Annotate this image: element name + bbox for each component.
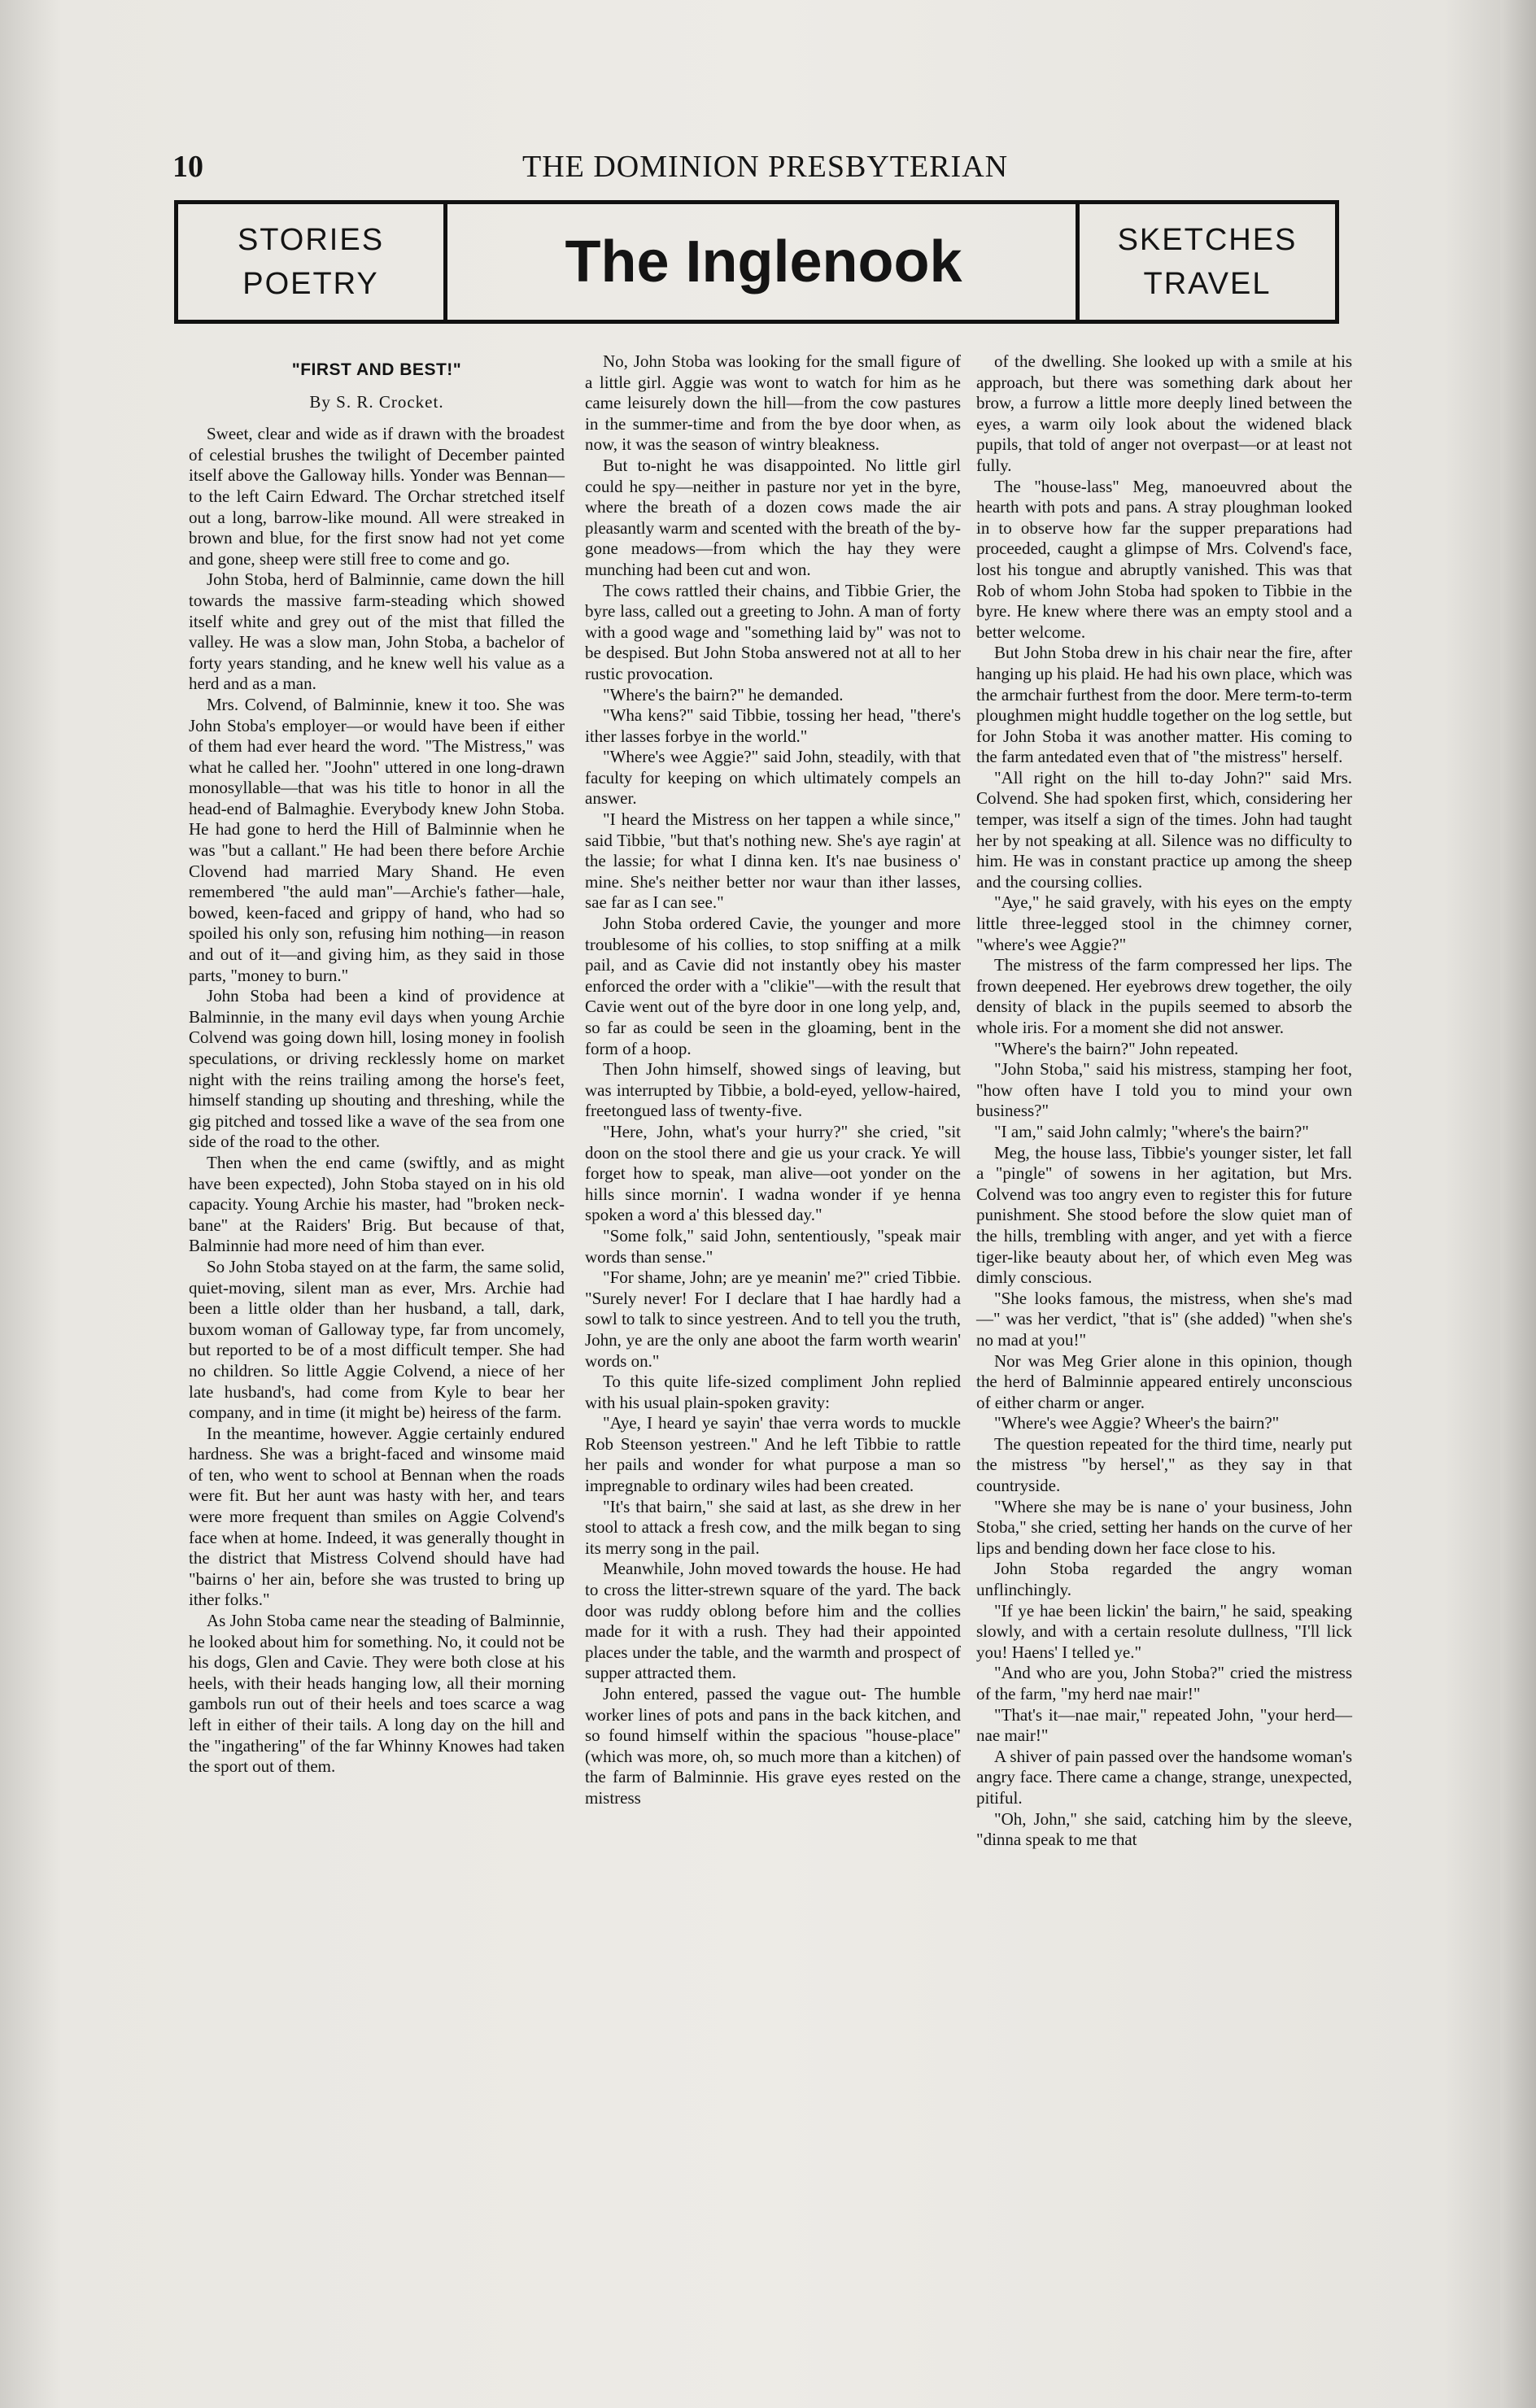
paragraph: Meg, the house lass, Tibbie's younger sister, let fall a "pingle" of sowens in her agitation, but Mrs. Colvend was too angry even to register this for future punishment. She stood before the slow quiet man of the hills, trembling with anger, and yet with a fierce tiger-like beauty about her, of which even Meg was dimly conscious. bbox=[976, 1142, 1352, 1288]
paragraph: Then John himself, showed sings of leaving, but was interrupted by Tibbie, a bold-eyed, yellow-haired, freetongued lass of twenty-five. bbox=[585, 1059, 961, 1121]
banner-left-box bbox=[178, 204, 447, 320]
paragraph: John Stoba regarded the angry woman unflinchingly. bbox=[976, 1559, 1352, 1600]
paragraph: John Stoba ordered Cavie, the younger and more troublesome of his collies, to stop sniffing at a milk pail, and as Cavie did not instantly obey his master enforced the order with a "clikie"—with the result that Cavie went out of the byre door in one long yelp, and, so far as could be seen in the gloaming, bent in the form of a hoop. bbox=[585, 914, 961, 1058]
paragraph: Mrs. Colvend, of Balminnie, knew it too. She was John Stoba's employer—or would have been if either of them had ever heard the word. "The Mistress," was what he called her. "Joohn" uttered in one long-drawn monosyllable—that was his title to honor in all the head-end of Balmaghie. Everybody knew John Stoba. He had gone to herd the Hill of Balminnie when he was "but a callant." He had been there before Archie Clovend had married Mary Shand. He even remembered "the auld man"—Archie's father—hale, bowed, keen-faced and grippy of hand, who had so spoiled his only son, refusing him nothing—in reason and out of it—and giving him, as they said in those parts, "money to burn." bbox=[189, 694, 565, 985]
section-banner bbox=[174, 200, 1339, 324]
paragraph: "Where's the bairn?" he demanded. bbox=[603, 684, 844, 705]
paragraph: But to-night he was disappointed. No little girl could he spy—neither in pasture nor yet in the byre, where the breath of a dozen cows made the air pleasantly warm and scented with the breath of the by-gone meadows—from which the hay they were munching had been cut and won. bbox=[585, 455, 961, 579]
paragraph: "Wha kens?" said Tibbie, tossing her head, "there's ither lasses forbye in the world." bbox=[585, 705, 961, 746]
paragraph: "Where's wee Aggie?" said John, steadily, with that faculty for keeping on which ultimately compels an answer. bbox=[585, 747, 961, 809]
paragraph: "That's it—nae mair," repeated John, "your herd—nae mair!" bbox=[976, 1704, 1352, 1746]
paragraph: Sweet, clear and wide as if drawn with the broadest of celestial brushes the twilight of December painted itself above the Galloway hills. Yonder was Bennan—to the left Cairn Edward. The Orchar stretched itself out a long, barrow-like mound. All were streaked in brown and blue, for the first snow had not yet come and gone, sheep were still free to come and go. bbox=[189, 424, 565, 569]
paragraph: A shiver of pain passed over the handsome woman's angry face. There came a change, strange, unexpected, pitiful. bbox=[976, 1746, 1352, 1808]
paragraph: "John Stoba," said his mistress, stamping her foot, "how often have I told you to mind your own business?" bbox=[976, 1059, 1352, 1121]
paragraph: In the meantime, however. Aggie certainly endured hardness. She was a bright-faced and winsome maid of ten, who went to school at Bennan when the roads were fit. But her aunt was hasty with her, and tears were more frequent than smiles on Aggie Colvend's face when at home. Indeed, it was generally thought in the district that Mistress Colvend should have had "bairns o' her ain, before she was trusted to bring up ither folks." bbox=[189, 1423, 565, 1610]
paragraph: "Oh, John," she said, catching him by the sleeve, "dinna speak to me that bbox=[976, 1808, 1352, 1850]
paragraph: "If ye hae been lickin' the bairn," he said, speaking slowly, and with a certain resolute dullness, "I'll lick you! Haens' I telled ye." bbox=[976, 1600, 1352, 1662]
paragraph: of the dwelling. She looked up with a smile at his approach, but there was something dark about her brow, a furrow a little more deeply lined between the eyes, a warm oily look about the widened black pupils, that told of anger not overpast—or at least not fully. bbox=[976, 351, 1352, 475]
paragraph: Nor was Meg Grier alone in this opinion, though the herd of Balminnie appeared entirely unconscious of either charm or anger. bbox=[976, 1350, 1352, 1412]
paragraph: The cows rattled their chains, and Tibbie Grier, the byre lass, called out a greeting to John. A man of forty with a good wage and "something laid by" was not to be despised. But John Stoba answered not at all to her rustic provocation. bbox=[585, 580, 961, 683]
paragraph: "Where's the bairn?" John repeated. bbox=[994, 1038, 1239, 1058]
paragraph: The question repeated for the third time, nearly put the mistress "by hersel'," as they say in that countryside. bbox=[976, 1433, 1352, 1496]
paragraph: "Some folk," said John, sententiously, "speak mair words than sense." bbox=[585, 1225, 961, 1267]
paragraph: John Stoba had been a kind of providence at Balminnie, in the many evil days when young Archie Colvend was going down hill, losing money in foolish speculations, or driving recklessly home on market night with the reins trailing among the horse's feet, himself standing up shouting and threshing, while the gig pitched and tossed like a wave of the sea from one side of the road to the other. bbox=[189, 986, 565, 1152]
paragraph: "She looks famous, the mistress, when she's mad—" was her verdict, "that is" (she added) "when she's no mad at you!" bbox=[976, 1288, 1352, 1350]
journal-title: THE DOMINION PRESBYTERIAN bbox=[522, 150, 1009, 184]
paragraph: "Aye, I heard ye sayin' thae verra words to muckle Rob Steenson yestreen." And he left Tibbie to rattle her pails and wonder for what purpose a man so impregnable to ordinary wiles had been created. bbox=[585, 1413, 961, 1496]
paragraph: "And who are you, John Stoba?" cried the mistress of the farm, "my herd nae mair!" bbox=[976, 1663, 1352, 1703]
page-edge-shadow bbox=[1500, 0, 1536, 2408]
running-header bbox=[172, 146, 1352, 187]
paragraph: "For shame, John; are ye meanin' me?" cried Tibbie. "Surely never! For I declare that I hae hardly had a sowl to talk to since yestreen. And to tell you the truth, John, ye are the only ane aboot the farm worth wearin' words on." bbox=[585, 1267, 961, 1371]
paragraph: Then when the end came (swiftly, and as might have been expected), John Stoba stayed on in his old capacity. Young Archie his master, had "broken neck-bane" at the Raiders' Brig. But because of that, Balminnie had more need of him than ever. bbox=[189, 1152, 565, 1256]
paragraph: John Stoba, herd of Balminnie, came down the hill towards the massive farm-steading which showed itself white and grey out of the mist that filled the valley. He was a slow man, John Stoba, a bachelor of forty years standing, and he knew well his value as a herd and as a man. bbox=[189, 569, 565, 694]
banner-label-sketches: SKETCHES bbox=[1117, 223, 1298, 257]
paragraph: As John Stoba came near the steading of Balminnie, he looked about him for something. No, it could not be his dogs, Glen and Cavie. They were both close at his heels, with their heads hanging low, all their morning gambols run out of their heels and toes scarce a wag left in either of their tails. A long day on the hill and the "ingathering" of the far Whinny Knowes had taken the sport out of them. bbox=[189, 1611, 565, 1777]
text-column-2 bbox=[585, 351, 961, 1809]
banner-label-stories: STORIES bbox=[237, 223, 385, 257]
paragraph: Meanwhile, John moved towards the house. He had to cross the litter-strewn square of the yard. The back door was ruddy oblong before him and the collies made for it with a rush. They had their appointed places under the table, and the warmth and prospect of supper attracted them. bbox=[585, 1559, 961, 1683]
paragraph: So John Stoba stayed on at the farm, the same solid, quiet-moving, silent man as ever, Mrs. Archie had been a little older than her husband, a tall, dark, buxom woman of Galloway type, far from uncomely, but reported to be of a most difficult temper. She had no children. So little Aggie Colvend, a niece of her late husband's, had come from Kyle to bear her company, and in time (it might be) heiress of the farm. bbox=[189, 1256, 565, 1423]
paragraph: To this quite life-sized compliment John replied with his usual plain-spoken gravity: bbox=[585, 1372, 961, 1412]
paragraph: "I heard the Mistress on her tappen a while since," said Tibbie, "but that's nothing new. She's aye ragin' at the lassie; for what I dinna ken. It's nae business o' mine. She's neither better nor waur than ither lasses, sae far as I can see." bbox=[585, 809, 961, 913]
paragraph: The "house-lass" Meg, manoeuvred about the hearth with pots and pans. A stray ploughman looked in to observe how far the supper preparations had proceeded, caught a glimpse of Mrs. Colvend's face, lost his tongue and abruptly vanished. This was that Rob of whom John Stoba had spoken to Tibbie in the byre. He knew where there was an empty stool and a better welcome. bbox=[976, 476, 1352, 642]
paragraph: "Here, John, what's your hurry?" she cried, "sit doon on the stool there and gie us your crack. Ye will forget how to speak, man alive—oot yonder on the hills since mornin'. I wadna wonder if ye henna spoken a word a' this blessed day." bbox=[585, 1121, 961, 1225]
story-title: "FIRST AND BEST!" bbox=[291, 360, 462, 379]
story-author: By S. R. Crocket. bbox=[309, 391, 444, 412]
paragraph: "I am," said John calmly; "where's the bairn?" bbox=[994, 1121, 1309, 1141]
paragraph: "All right on the hill to-day John?" said Mrs. Colvend. She had spoken first, which, considering her temper, was itself a sign of the times. John had taught her by not speaking at all. Silence was no difficulty to him. He was in constant practice up among the sheep and the coursing collies. bbox=[976, 767, 1352, 892]
banner-right-box bbox=[1076, 204, 1335, 320]
text-column-3 bbox=[976, 351, 1352, 1851]
paragraph: "Where's wee Aggie? Wheer's the bairn?" bbox=[994, 1413, 1280, 1433]
banner-label-travel: TRAVEL bbox=[1143, 267, 1272, 301]
paragraph: "It's that bairn," she said at last, as she drew in her stool to attack a fresh cow, and the milk began to sing its merry song in the pail. bbox=[585, 1496, 961, 1558]
paragraph: No, John Stoba was looking for the small figure of a little girl. Aggie was wont to watch for him as he came leisurely down the hill—from the cow pastures in the summer-time and from the bye door when, as now, it was the season of wintry bleakness. bbox=[585, 351, 961, 455]
paragraph: "Where she may be is nane o' your business, John Stoba," she cried, setting her hands on the curve of her lips and bending down her face close to his. bbox=[976, 1496, 1352, 1558]
paragraph: But John Stoba drew in his chair near the fire, after hanging up his plaid. He had his own place, which was the armchair furthest from the door. Mere term-to-term ploughmen might huddle together on the log settle, but for John Stoba it was another matter. His coming to the farm antedated even that of "the mistress" herself. bbox=[976, 643, 1352, 767]
section-title: The Inglenook bbox=[565, 229, 962, 294]
paragraph: The mistress of the farm compressed her lips. The frown deepened. Her eyebrows drew together, the oily density of black in the pupils seemed to absorb the whole iris. For a moment she did not answer. bbox=[976, 955, 1352, 1037]
paragraph: "Aye," he said gravely, with his eyes on the empty little three-legged stool in the chimney corner, "where's wee Aggie?" bbox=[976, 892, 1352, 954]
text-column-1 bbox=[189, 351, 565, 1778]
banner-label-poetry: POETRY bbox=[242, 267, 379, 301]
page-number: 10 bbox=[172, 150, 203, 184]
paragraph: John entered, passed the vague out- The humble worker lines of pots and pans in the back kitchen, and so found himself within the spacious "house-place" (which was more, oh, so much more than a kitchen) of the farm of Balminnie. His grave eyes rested on the mistress bbox=[585, 1684, 961, 1808]
